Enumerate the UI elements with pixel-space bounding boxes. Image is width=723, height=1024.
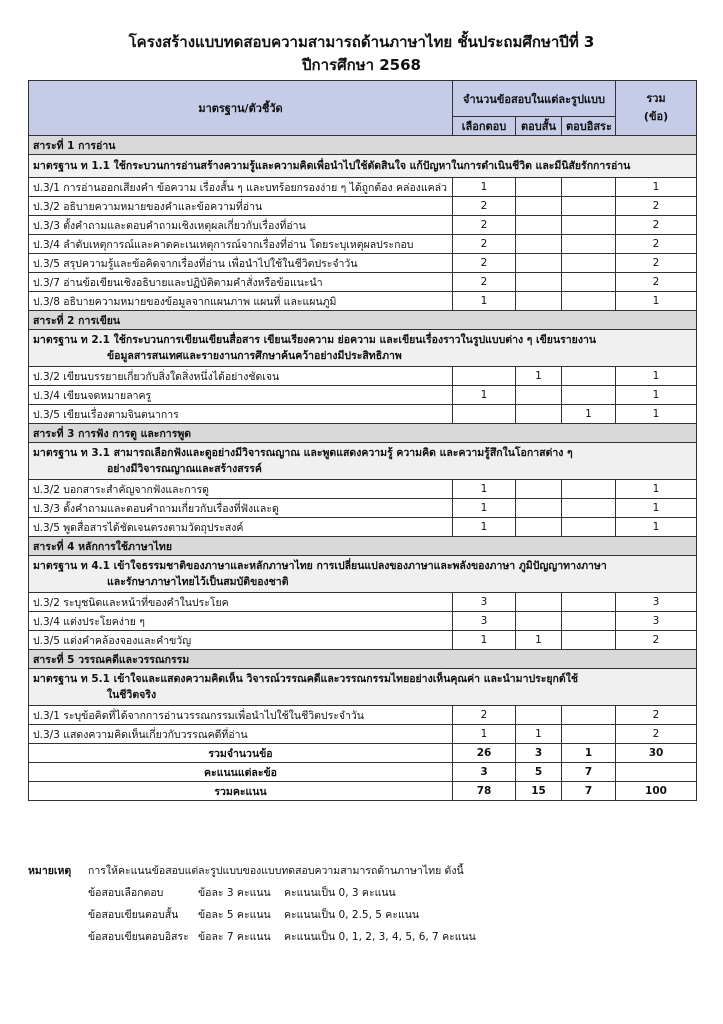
note-scoring: คะแนนเป็น 0, 2.5, 5 คะแนน: [284, 909, 420, 921]
row-total: 1: [616, 386, 697, 405]
indicator-label: ป.3/1 การอ่านออกเสียงคำ ข้อความ เรื่องสั้น ๆ และบทร้อยกรองง่าย ๆ ได้ถูกต้อง คล่องแคล่ว: [29, 178, 453, 197]
standard-text: [29, 330, 697, 367]
indicator-row: [29, 480, 697, 499]
indicator-row: [29, 367, 697, 386]
note-item: [28, 904, 698, 926]
essay-count: [562, 178, 616, 197]
header-total-line2: (ข้อ): [643, 110, 669, 123]
indicator-label: ป.3/2 เขียนบรรยายเกี่ยวกับสิ่งใดสิ่งหนึ่งได้อย่างชัดเจน: [29, 367, 453, 386]
indicator-label: ป.3/3 ตั้งคำถามและตอบคำถามเกี่ยวกับเรื่องที่ฟังและดู: [29, 499, 453, 518]
row-total: 1: [616, 480, 697, 499]
standard-line-1: มาตรฐาน ท 3.1 สามารถเลือกฟังและดูอย่างมีวิจารณญาณ และพูดแสดงความรู้ ความคิด และความรู้สึกในโอกาสต่าง ๆ: [33, 447, 573, 459]
strand-title: สาระที่ 3 การฟัง การดู และการพูด: [29, 424, 697, 443]
short-answer-count: [516, 197, 562, 216]
strand-row: [29, 311, 697, 330]
row-total: 2: [616, 706, 697, 725]
totals-essay: 7: [562, 763, 616, 782]
indicator-label: ป.3/4 เขียนจดหมายลาครู: [29, 386, 453, 405]
header-multiple-choice: เลือกตอบ: [453, 117, 516, 136]
short-answer-count: [516, 292, 562, 311]
indicator-label: ป.3/2 บอกสาระสำคัญจากฟังและการดู: [29, 480, 453, 499]
indicator-label: ป.3/5 พูดสื่อสารได้ชัดเจนตรงตามวัตถุประสงค์: [29, 518, 453, 537]
indicator-row: [29, 631, 697, 650]
row-total: 1: [616, 518, 697, 537]
indicator-label: ป.3/3 ตั้งคำถามและตอบคำถามเชิงเหตุผลเกี่ยวกับเรื่องที่อ่าน: [29, 216, 453, 235]
header-indicator: มาตรฐาน/ตัวชี้วัด: [29, 81, 453, 136]
short-answer-count: [516, 499, 562, 518]
strand-title: สาระที่ 2 การเขียน: [29, 311, 697, 330]
indicator-row: [29, 499, 697, 518]
totals-label: รวมจำนวนข้อ: [29, 744, 453, 763]
indicator-label: ป.3/3 แสดงความคิดเห็นเกี่ยวกับวรรณคดีที่อ่าน: [29, 725, 453, 744]
indicator-label: ป.3/1 ระบุข้อคิดที่ได้จากการอ่านวรรณกรรมเพื่อนำไปใช้ในชีวิตประจำวัน: [29, 706, 453, 725]
multiple-choice-count: 3: [453, 593, 516, 612]
multiple-choice-count: 1: [453, 178, 516, 197]
essay-count: [562, 612, 616, 631]
essay-count: [562, 235, 616, 254]
standard-line-1: มาตรฐาน ท 1.1 ใช้กระบวนการอ่านสร้างความรู้และความคิดเพื่อนำไปใช้ตัดสินใจ แก้ปัญหาในการดำเนินชีวิต และมีนิสัยรักการอ่าน: [33, 160, 631, 172]
totals-essay: 1: [562, 744, 616, 763]
totals-multiple-choice: 78: [453, 782, 516, 801]
note-item: [28, 882, 698, 904]
row-total: 1: [616, 367, 697, 386]
totals-row: [29, 782, 697, 801]
test-structure-table: [28, 80, 697, 801]
row-total: 3: [616, 593, 697, 612]
short-answer-count: [516, 405, 562, 424]
row-total: 1: [616, 405, 697, 424]
standard-row: [29, 155, 697, 178]
row-total: 2: [616, 254, 697, 273]
short-answer-count: [516, 706, 562, 725]
essay-count: [562, 273, 616, 292]
essay-count: [562, 706, 616, 725]
totals-short-answer: 3: [516, 744, 562, 763]
indicator-label: ป.3/5 เขียนเรื่องตามจินตนาการ: [29, 405, 453, 424]
totals-total: 100: [616, 782, 697, 801]
document-title: โครงสร้างแบบทดสอบความสามารถด้านภาษาไทย ชั้นประถมศึกษาปีที่ 3: [128, 33, 595, 51]
short-answer-count: [516, 612, 562, 631]
essay-count: [562, 593, 616, 612]
totals-row: [29, 763, 697, 782]
short-answer-count: [516, 254, 562, 273]
header-total: [616, 81, 697, 136]
multiple-choice-count: 2: [453, 197, 516, 216]
essay-count: [562, 725, 616, 744]
note-points-per-item: ข้อละ 7 คะแนน: [198, 931, 271, 943]
strand-row: [29, 424, 697, 443]
indicator-row: [29, 386, 697, 405]
table-body: [29, 136, 697, 801]
standard-row: [29, 669, 697, 706]
header-short-answer: ตอบสั้น: [516, 117, 562, 136]
indicator-row: [29, 292, 697, 311]
row-total: 2: [616, 273, 697, 292]
essay-count: [562, 197, 616, 216]
standard-row: [29, 556, 697, 593]
notes-section: [28, 860, 698, 948]
standard-row: [29, 443, 697, 480]
indicator-row: [29, 178, 697, 197]
totals-row: [29, 744, 697, 763]
totals-label: รวมคะแนน: [29, 782, 453, 801]
note-scoring: คะแนนเป็น 0, 3 คะแนน: [284, 887, 396, 899]
multiple-choice-count: 1: [453, 518, 516, 537]
multiple-choice-count: 2: [453, 254, 516, 273]
essay-count: [562, 254, 616, 273]
totals-short-answer: 15: [516, 782, 562, 801]
multiple-choice-count: 2: [453, 235, 516, 254]
multiple-choice-count: [453, 405, 516, 424]
strand-title: สาระที่ 4 หลักการใช้ภาษาไทย: [29, 537, 697, 556]
totals-multiple-choice: 26: [453, 744, 516, 763]
row-total: 2: [616, 631, 697, 650]
totals-short-answer: 5: [516, 763, 562, 782]
standard-text: [29, 443, 697, 480]
short-answer-count: [516, 216, 562, 235]
standard-text: [29, 155, 697, 178]
multiple-choice-count: 1: [453, 631, 516, 650]
note-scoring: คะแนนเป็น 0, 1, 2, 3, 4, 5, 6, 7 คะแนน: [284, 931, 476, 943]
short-answer-count: 1: [516, 725, 562, 744]
essay-count: [562, 216, 616, 235]
indicator-row: [29, 216, 697, 235]
academic-year: ปีการศึกษา 2568: [302, 56, 421, 74]
short-answer-count: [516, 480, 562, 499]
note-points-per-item: ข้อละ 3 คะแนน: [198, 887, 271, 899]
totals-multiple-choice: 3: [453, 763, 516, 782]
strand-title: สาระที่ 1 การอ่าน: [29, 136, 697, 155]
multiple-choice-count: 2: [453, 273, 516, 292]
standard-text: [29, 669, 697, 706]
essay-count: [562, 367, 616, 386]
indicator-row: [29, 254, 697, 273]
header-count-group: จำนวนข้อสอบในแต่ละรูปแบบ: [453, 81, 616, 117]
multiple-choice-count: 3: [453, 612, 516, 631]
multiple-choice-count: 1: [453, 292, 516, 311]
multiple-choice-count: 1: [453, 725, 516, 744]
indicator-label: ป.3/4 ลำดับเหตุการณ์และคาดคะเนเหตุการณ์จากเรื่องที่อ่าน โดยระบุเหตุผลประกอบ: [29, 235, 453, 254]
essay-count: [562, 499, 616, 518]
essay-count: [562, 480, 616, 499]
indicator-label: ป.3/7 อ่านข้อเขียนเชิงอธิบายและปฏิบัติตามคำสั่งหรือข้อแนะนำ: [29, 273, 453, 292]
header-essay: ตอบอิสระ: [562, 117, 616, 136]
short-answer-count: [516, 593, 562, 612]
indicator-row: [29, 706, 697, 725]
multiple-choice-count: 2: [453, 706, 516, 725]
multiple-choice-count: 1: [453, 386, 516, 405]
indicator-label: ป.3/4 แต่งประโยคง่าย ๆ: [29, 612, 453, 631]
totals-total: [616, 763, 697, 782]
indicator-row: [29, 518, 697, 537]
short-answer-count: [516, 518, 562, 537]
short-answer-count: [516, 178, 562, 197]
note-type: ข้อสอบเขียนตอบอิสระ: [88, 931, 189, 943]
essay-count: [562, 292, 616, 311]
strand-row: [29, 650, 697, 669]
essay-count: [562, 518, 616, 537]
indicator-row: [29, 593, 697, 612]
note-item: [28, 926, 698, 948]
strand-row: [29, 136, 697, 155]
note-points-per-item: ข้อละ 5 คะแนน: [198, 909, 271, 921]
row-total: 3: [616, 612, 697, 631]
short-answer-count: 1: [516, 631, 562, 650]
standard-text: [29, 556, 697, 593]
short-answer-count: [516, 273, 562, 292]
short-answer-count: [516, 235, 562, 254]
note-type: ข้อสอบเขียนตอบสั้น: [88, 909, 179, 921]
notes-heading: หมายเหตุ: [28, 865, 72, 877]
note-type: ข้อสอบเลือกตอบ: [88, 887, 164, 899]
indicator-row: [29, 273, 697, 292]
standard-line-2: ข้อมูลสารสนเทศและรายงานการศึกษาค้นคว้าอย่างมีประสิทธิภาพ: [107, 350, 402, 362]
standard-line-1: มาตรฐาน ท 2.1 ใช้กระบวนการเขียนเขียนสื่อสาร เขียนเรียงความ ย่อความ และเขียนเรื่องราวในรูปแบบต่าง ๆ เขียนรายงาน: [33, 334, 597, 346]
row-total: 2: [616, 725, 697, 744]
standard-line-1: มาตรฐาน ท 5.1 เข้าใจและแสดงความคิดเห็น วิจารณ์วรรณคดีและวรรณกรรมไทยอย่างเห็นคุณค่า และนำมาประยุกต์ใช้: [33, 673, 578, 685]
short-answer-count: [516, 386, 562, 405]
standard-row: [29, 330, 697, 367]
row-total: 1: [616, 292, 697, 311]
totals-total: 30: [616, 744, 697, 763]
totals-essay: 7: [562, 782, 616, 801]
essay-count: [562, 386, 616, 405]
row-total: 2: [616, 216, 697, 235]
indicator-label: ป.3/5 สรุปความรู้และข้อคิดจากเรื่องที่อ่าน เพื่อนำไปใช้ในชีวิตประจำวัน: [29, 254, 453, 273]
essay-count: 1: [562, 405, 616, 424]
indicator-row: [29, 235, 697, 254]
standard-line-2: อย่างมีวิจารณญาณและสร้างสรรค์: [107, 463, 262, 475]
indicator-label: ป.3/2 อธิบายความหมายของคำและข้อความที่อ่าน: [29, 197, 453, 216]
row-total: 2: [616, 197, 697, 216]
indicator-label: ป.3/2 ระบุชนิดและหน้าที่ของคำในประโยค: [29, 593, 453, 612]
standard-line-1: มาตรฐาน ท 4.1 เข้าใจธรรมชาติของภาษาและหลักภาษาไทย การเปลี่ยนแปลงของภาษาและพลังของภาษา ภูมิปัญญาทางภาษา: [33, 560, 607, 572]
short-answer-count: 1: [516, 367, 562, 386]
indicator-row: [29, 612, 697, 631]
row-total: 1: [616, 499, 697, 518]
indicator-row: [29, 725, 697, 744]
standard-line-2: ในชีวิตจริง: [107, 689, 157, 701]
indicator-label: ป.3/8 อธิบายความหมายของข้อมูลจากแผนภาพ แผนที่ และแผนภูมิ: [29, 292, 453, 311]
essay-count: [562, 631, 616, 650]
standard-line-2: และรักษาภาษาไทยไว้เป็นสมบัติของชาติ: [107, 576, 289, 588]
indicator-row: [29, 405, 697, 424]
indicator-label: ป.3/5 แต่งคำคล้องจองและคำขวัญ: [29, 631, 453, 650]
totals-label: คะแนนแต่ละข้อ: [29, 763, 453, 782]
strand-row: [29, 537, 697, 556]
multiple-choice-count: 1: [453, 499, 516, 518]
header-total-line1: รวม: [646, 92, 666, 105]
notes-intro: การให้คะแนนข้อสอบแต่ละรูปแบบของแบบทดสอบความสามารถด้านภาษาไทย ดังนี้: [88, 865, 464, 877]
row-total: 1: [616, 178, 697, 197]
multiple-choice-count: [453, 367, 516, 386]
indicator-row: [29, 197, 697, 216]
strand-title: สาระที่ 5 วรรณคดีและวรรณกรรม: [29, 650, 697, 669]
row-total: 2: [616, 235, 697, 254]
multiple-choice-count: 2: [453, 216, 516, 235]
multiple-choice-count: 1: [453, 480, 516, 499]
